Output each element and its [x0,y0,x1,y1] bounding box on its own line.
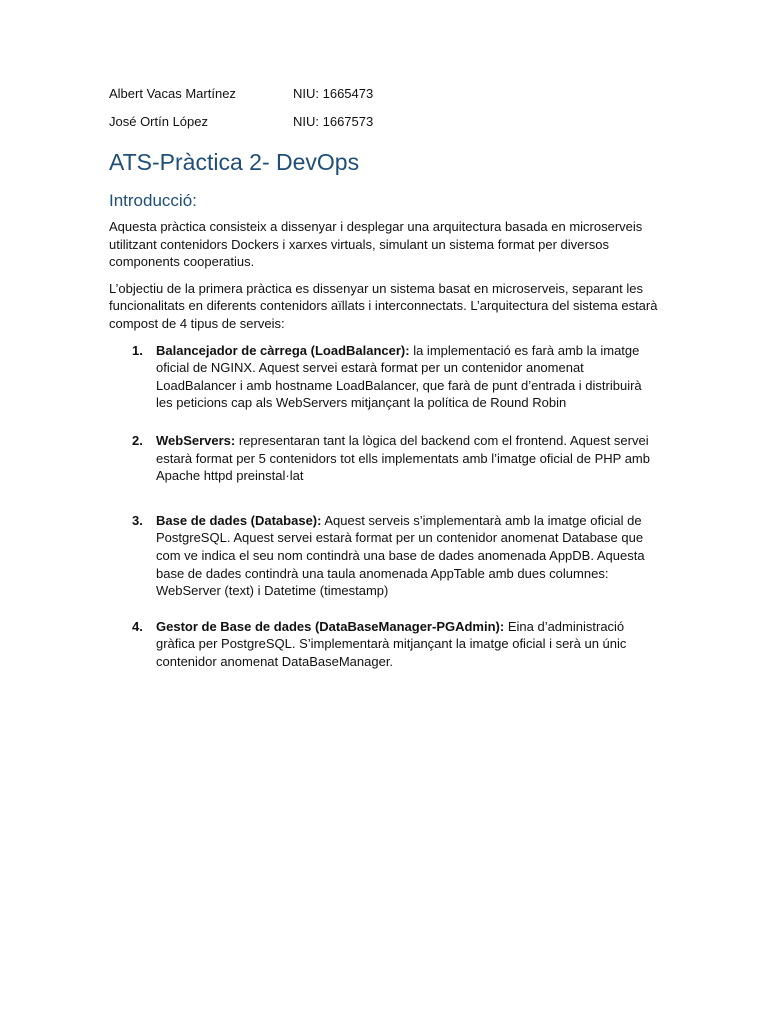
list-item-body [156,432,660,485]
list-item-label: Base de dades (Database): [156,512,322,528]
list-item [109,512,660,600]
list-item-label: Gestor de Base de dades (DataBaseManager-PGAdmin): [156,618,505,634]
author-row [109,86,660,102]
list-item [109,432,660,485]
list-item [109,618,660,671]
list-item-label: Balancejador de càrrega (LoadBalancer): [156,342,410,358]
list-item-text: representaran tant la lògica del backend com el frontend. Aquest servei estarà format per 5 contenidors tot ells implementats amb l’imatge oficial de PHP amb Apache httpd preinstal·lat [156,432,650,484]
list-item-body [156,618,660,671]
list-item-body [156,342,660,412]
paragraph: L’objectiu de la primera pràctica es dissenyar un sistema basat en microserveis, separant les funcionalitats en diferents contenidors aïllats i interconnectats. L’arquitectura del sistema estarà compost de 4 tipus de serveis: [109,280,658,331]
list-item-label: WebServers: [156,432,236,448]
services-list [109,342,660,671]
author-name: José Ortín López [109,114,208,129]
author-row [109,114,660,130]
list-item-text: la implementació es farà amb la imatge oficial de NGINX. Aquest servei estarà format per un contenidor anomenat LoadBalancer i amb hostname LoadBalancer, que farà de punt d’entrada i distribuirà les peticions cap als WebServers mitjançant la política de Round Robin [156,342,642,411]
list-item-text: Aquest serveis s’implementarà amb la imatge oficial de PostgreSQL. Aquest servei estarà format per un contenidor anomenat Database que com ve indica el seu nom contindrà una base de dades anomenada AppDB. Aquesta base de dades contindrà una taula anomenada AppTable amb dues columnes: WebServer (text) i Datetime (timestamp) [156,512,645,599]
list-item-number: 2. [132,432,143,448]
list-item-number: 4. [132,618,143,634]
list-item-body [156,512,660,600]
author-niu: NIU: 1667573 [293,114,374,129]
list-item [109,342,660,412]
list-item-number: 3. [132,512,143,528]
document-title: ATS-Pràctica 2- DevOps [109,149,360,175]
paragraph: Aquesta pràctica consisteix a dissenyar i desplegar una arquitectura basada en microserveis utilitzant contenidors Dockers i xarxes virtuals, simulant un sistema format per diversos components cooperatius. [109,219,643,270]
list-item-number: 1. [132,342,143,358]
author-niu: NIU: 1665473 [293,86,374,101]
author-name: Albert Vacas Martínez [109,86,236,101]
list-item-text: Eina d’administració gràfica per PostgreSQL. S’implementarà mitjançant la imatge oficial i serà un únic contenidor anomenat DataBaseManager. [156,618,627,669]
section-heading: Introducció: [109,191,197,210]
